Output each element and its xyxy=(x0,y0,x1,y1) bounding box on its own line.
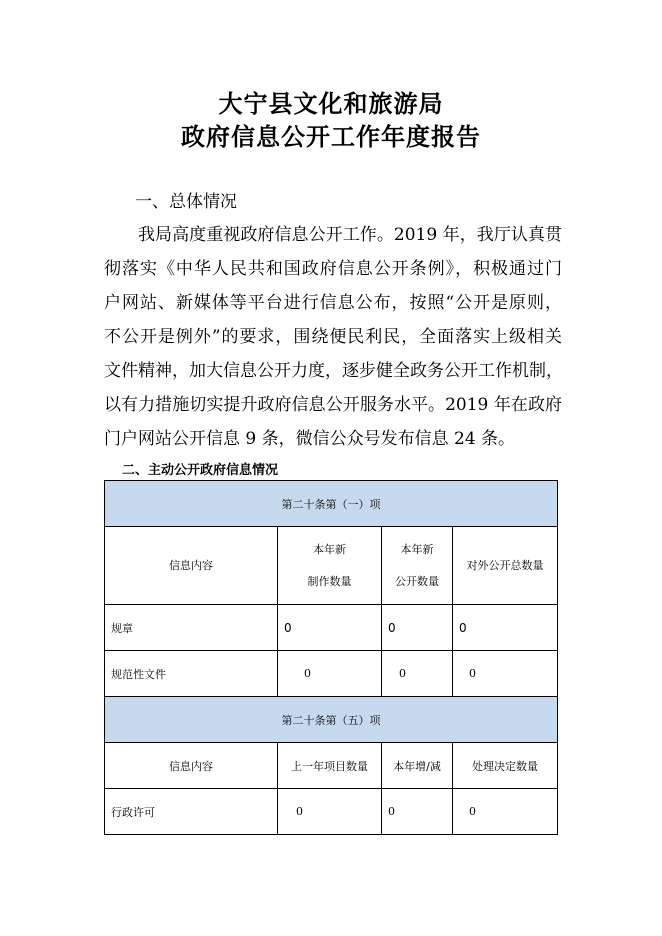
cell-value: 0 xyxy=(382,651,453,697)
table-band-row xyxy=(105,697,558,743)
row-label: 行政许可 xyxy=(105,789,278,835)
disclosure-table xyxy=(104,480,558,835)
row-label: 规范性文件 xyxy=(105,651,278,697)
cell-value: 0 xyxy=(453,789,558,835)
table-header-row xyxy=(105,527,558,605)
header-new-made xyxy=(278,527,382,605)
cell-value: 0 xyxy=(453,651,558,697)
section-heading-disclosure: 二、主动公开政府信息情况 xyxy=(122,463,279,478)
header-change: 本年增/减 xyxy=(382,743,453,789)
cell-value: 0 xyxy=(278,605,382,651)
header-new-published xyxy=(382,527,453,605)
header-text: 本年新 xyxy=(400,542,434,556)
cell-value: 0 xyxy=(278,789,382,835)
paragraph-line: 户网站、新媒体等平台进行信息公布，按照“公开是原则， xyxy=(104,293,562,313)
paragraph-line: 不公开是例外”的要求，围绕便民利民，全面落实上级相关 xyxy=(104,327,562,347)
header-decisions: 处理决定数量 xyxy=(453,743,558,789)
overview-paragraph xyxy=(104,218,562,456)
cell-value: 0 xyxy=(278,651,382,697)
header-text: 制作数量 xyxy=(307,574,352,588)
report-title-line1: 大宁县文化和旅游局 xyxy=(218,90,444,118)
row-label: 规章 xyxy=(105,605,278,651)
table-band-row xyxy=(105,481,558,527)
paragraph-line: 门户网站公开信息 9 条，微信公众号发布信息 24 条。 xyxy=(104,429,516,449)
table-row xyxy=(105,651,558,697)
header-info-content: 信息内容 xyxy=(105,527,278,605)
header-total-published: 对外公开总数量 xyxy=(453,527,558,605)
paragraph-line: 文件精神，加大信息公开力度，逐步健全政务公开工作机制， xyxy=(104,361,563,381)
cell-value: 0 xyxy=(382,789,453,835)
table-row xyxy=(105,605,558,651)
header-text: 公开数量 xyxy=(395,574,439,588)
band-title-article20-5: 第二十条第（五）项 xyxy=(105,697,558,743)
table-row xyxy=(105,789,558,835)
paragraph-line: 我局高度重视政府信息公开工作。2019 年，我厅认真贯 xyxy=(138,225,562,245)
cell-value: 0 xyxy=(382,605,453,651)
report-title-line2: 政府信息公开工作年度报告 xyxy=(181,123,481,151)
table-header-row xyxy=(105,743,558,789)
paragraph-line: 彻落实《中华人民共和国政府信息公开条例》，积极通过门 xyxy=(104,259,562,279)
header-text: 本年新 xyxy=(313,542,346,556)
band-title-article20-1: 第二十条第（一）项 xyxy=(105,481,558,527)
section-heading-overview: 一、总体情况 xyxy=(135,192,237,212)
cell-value: 0 xyxy=(453,605,558,651)
header-prev-year-count: 上一年项目数量 xyxy=(278,743,382,789)
header-info-content: 信息内容 xyxy=(105,743,278,789)
paragraph-line: 以有力措施切实提升政府信息公开服务水平。2019 年在政府 xyxy=(104,395,562,415)
